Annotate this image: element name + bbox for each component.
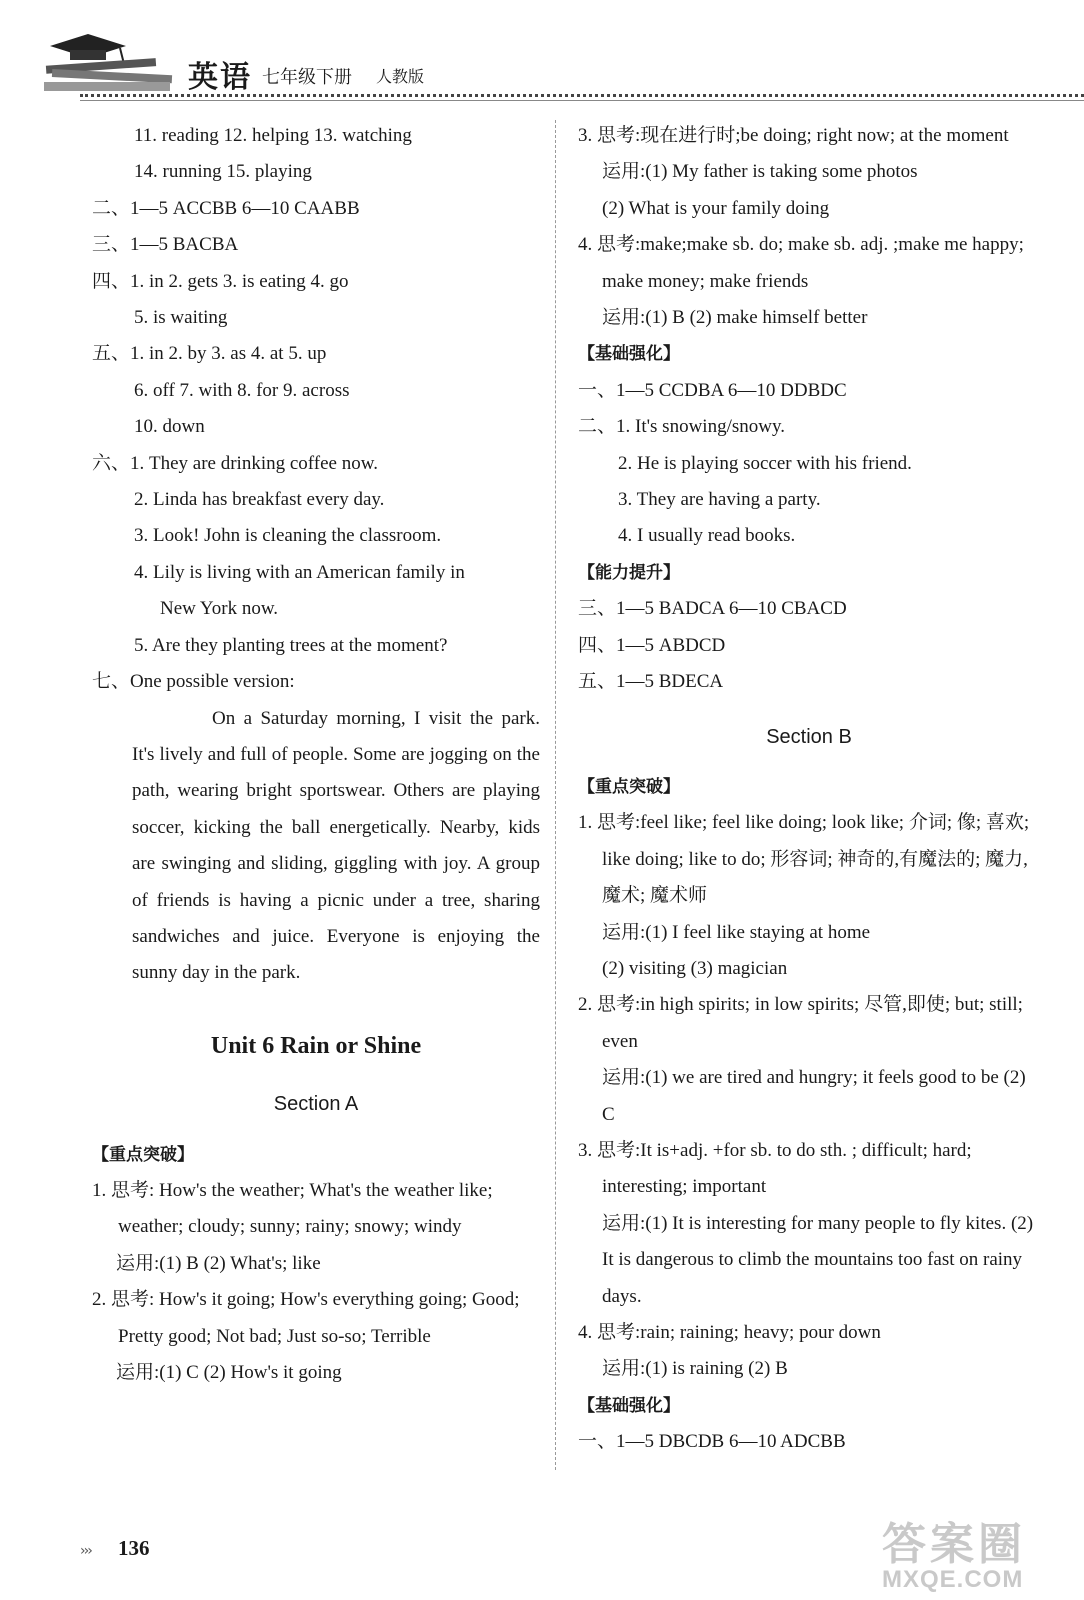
header-rule-thin [80, 100, 1084, 101]
answer-item: 1. 思考: How's the weather; What's the weather like; weather; cloudy; sunny; rainy; snowy; windy [92, 1179, 493, 1238]
answer-line: 四、1—5 ABDCD [578, 634, 726, 656]
section-b-title: Section B [766, 725, 852, 748]
page-number: 136 [118, 1536, 150, 1560]
column-divider [555, 120, 556, 1470]
answer-line: 5. Are they planting trees at the moment? [134, 634, 448, 656]
key-points-heading: 【重点突破】 [578, 776, 680, 797]
answer-item: 运用:(1) C (2) How's it going [116, 1362, 342, 1383]
header-rule [80, 94, 1084, 97]
ability-heading: 【能力提升】 [578, 562, 680, 583]
unit-title: Unit 6 Rain or Shine [210, 1032, 422, 1059]
answer-line: New York now. [160, 598, 279, 620]
answer-line: 14. running 15. playing [134, 161, 312, 183]
answer-line: 4. Lily is living with an American family in [134, 561, 465, 583]
watermark [882, 1508, 1026, 1594]
answer-line: 七、One possible version: [92, 671, 295, 693]
right-column [578, 118, 1040, 1461]
basic-heading: 【基础强化】 [578, 1395, 680, 1416]
answer-line: 3. Look! John is cleaning the classroom. [134, 525, 442, 547]
answer-item: 运用:(1) B (2) make himself better [602, 307, 868, 329]
answer-item: 2. 思考:in high spirits; in low spirits; 尽管,即使; but; still; even [578, 994, 1023, 1052]
left-column [92, 118, 540, 1391]
footer-arrows-icon: ››› [80, 1543, 91, 1559]
answer-line: 3. They are having a party. [618, 489, 821, 511]
answer-line: 三、1—5 BADCA 6—10 CBACD [578, 598, 847, 620]
answer-item: 运用:(1) B (2) What's; like [116, 1252, 321, 1274]
answer-item: 1. 思考:feel like; feel like doing; look like; 介词; 像; 喜欢; like doing; like to do; 形容词; 神奇的,有魔法的; 魔力,魔术; 魔术师 [578, 812, 1030, 907]
publisher-label: 人教版 [376, 67, 425, 86]
watermark-url: MXQE.COM [882, 1566, 1024, 1593]
sample-essay: On a Saturday morning, I visit the park. It's lively and full of people. Some are jogging on the path, wearing bright sportswear. Others are playing soccer, kicking the ball energetically. Nearby, kids are swinging and sliding, giggling with joy. A group of friends is having a picnic under a tree, sharing sandwiches and juice. Everyone is enjoying the sunny day in the park. [132, 707, 540, 984]
answer-item: 4. 思考:make;make sb. do; make sb. adj. ;make me happy; make money; make friends [578, 234, 1024, 292]
answer-line: 三、1—5 BACBA [92, 234, 239, 256]
answer-line: 4. I usually read books. [618, 525, 796, 547]
basic-heading: 【基础强化】 [578, 344, 680, 365]
answer-item: 运用:(1) My father is taking some photos [602, 161, 918, 183]
answer-line: 2. Linda has breakfast every day. [134, 489, 385, 511]
books-graduation-cap-icon [40, 28, 180, 98]
answer-line: 六、1. They are drinking coffee now. [92, 452, 378, 474]
answer-item: 2. 思考: How's it going; How's everything going; Good; Pretty good; Not bad; Just so-so; Terrible [92, 1289, 520, 1347]
answer-item: 4. 思考:rain; raining; heavy; pour down [578, 1322, 881, 1343]
answer-item: 运用:(1) is raining (2) B [602, 1358, 788, 1380]
answer-item: 3. 思考:It is+adj. +for sb. to do sth. ; difficult; hard; interesting; important [578, 1139, 972, 1198]
answer-line: 四、1. in 2. gets 3. is eating 4. go [92, 270, 349, 292]
answer-line: 五、1. in 2. by 3. as 4. at 5. up [92, 343, 327, 365]
answer-line: 五、1—5 BDECA [578, 671, 724, 693]
answer-item: 运用:(1) I feel like staying at home [602, 921, 871, 943]
page-header [0, 0, 1084, 108]
answer-line: 6. off 7. with 8. for 9. across [134, 379, 350, 401]
answer-item: 3. 思考:现在进行时;be doing; right now; at the moment [578, 125, 1009, 146]
answer-item: 运用:(1) we are tired and hungry; it feels good to be (2) C [602, 1067, 1026, 1125]
answer-item: 运用:(1) It is interesting for many people to fly kites. (2) It is dangerous to climb the mountains too fast on rainy days. [602, 1212, 1034, 1307]
answer-line: 2. He is playing soccer with his friend. [618, 452, 912, 474]
answer-line: 二、1—5 ACCBB 6—10 CAABB [92, 197, 360, 219]
answer-line: 一、1—5 CCDBA 6—10 DDBDC [578, 379, 847, 401]
subject-title: 英语 [188, 60, 252, 95]
answer-item: (2) What is your family doing [602, 197, 830, 219]
answer-line: 11. reading 12. helping 13. watching [134, 125, 412, 146]
grade-label: 七年级下册 [262, 67, 352, 88]
answer-line: 二、1. It's snowing/snowy. [578, 416, 785, 438]
section-a-title: Section A [273, 1093, 359, 1116]
watermark-text: 答案圈 [882, 1520, 1026, 1569]
answer-line: 一、1—5 DBCDB 6—10 ADCBB [578, 1431, 846, 1453]
answer-item: (2) visiting (3) magician [602, 957, 788, 979]
answer-line: 10. down [134, 416, 205, 438]
key-points-heading: 【重点突破】 [92, 1144, 194, 1165]
answer-line: 5. is waiting [134, 307, 228, 329]
